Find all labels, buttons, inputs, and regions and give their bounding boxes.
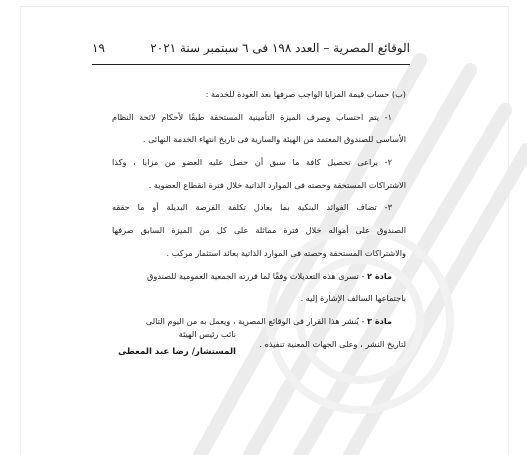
signature-block [116,325,236,361]
item-3-line-3: والاشتراكات المستحقة وحصته فى الموارد الذاتية بعائد استثمار مركب . [166,247,406,258]
item-1-line-1: ١- يتم احتساب وصرف الميزة التأمينية المستحقة طبقًا لأحكام لائحة النظام [112,111,392,122]
header-title: الوقائع المصرية – العدد ١٩٨ فى ٦ سبتمبر سنة ٢٠٢١ [150,41,410,55]
item-2-line-1: ٢- يراعى تحصيل كافة ما سبق أن حصل عليه العضو من مزايا ، وكذا [112,157,392,168]
signature-title: نائب رئيس الهيئة [178,329,236,339]
item-1-line-2: الأساسى للصندوق المعتمد من الهيئة والسارية فى تاريخ انتهاء الخدمة النهائى . [142,134,406,145]
section-heading: (ب) حساب قيمة المزايا الواجب صرفها بعد العودة للخدمة : [205,89,406,99]
article-2-line-1 [112,265,406,288]
item-2-line-2: الاشتراكات المستحقة وحصته فى الموارد الذاتية خلال فترة انقطاع العضوية . [148,179,406,190]
header-rule [92,64,410,65]
page-number: ١٩ [92,41,105,55]
article-2-line-2: باجتماعها السالف الإشارة إليه . [300,293,406,304]
page-header [92,38,410,58]
scan-frame-top [20,6,509,7]
scan-frame-left [20,6,21,455]
document-body [112,83,406,355]
scan-frame-right [508,6,509,455]
article-3-line-2: لتاريخ النشر ، وعلى الجهات المعنية تنفيذه . [259,338,406,349]
article-2-label: مادة ٢ [366,270,392,281]
article-2-text: - تسرى هذه التعديلات وفقًا لما قررته الجمعية العمومية للصندوق [147,270,367,281]
article-3-text: - يُنشر هذا القرار فى الوقائع المصرية ، ويعمل به من اليوم التالى [145,315,367,326]
signature-name: المستشار/ رضا عبد المعطى [118,347,236,357]
article-3-label: مادة ٣ [366,315,392,326]
item-3-line-2: الصندوق على أمواله خلال فترة مماثلة على كل من الميزة السابق صرفها [112,225,406,236]
item-3-line-1: ٣- تضاف الفوائد البنكية بما يعادل تكلفة الفرصة البديلة أو ما حققه [112,202,392,213]
